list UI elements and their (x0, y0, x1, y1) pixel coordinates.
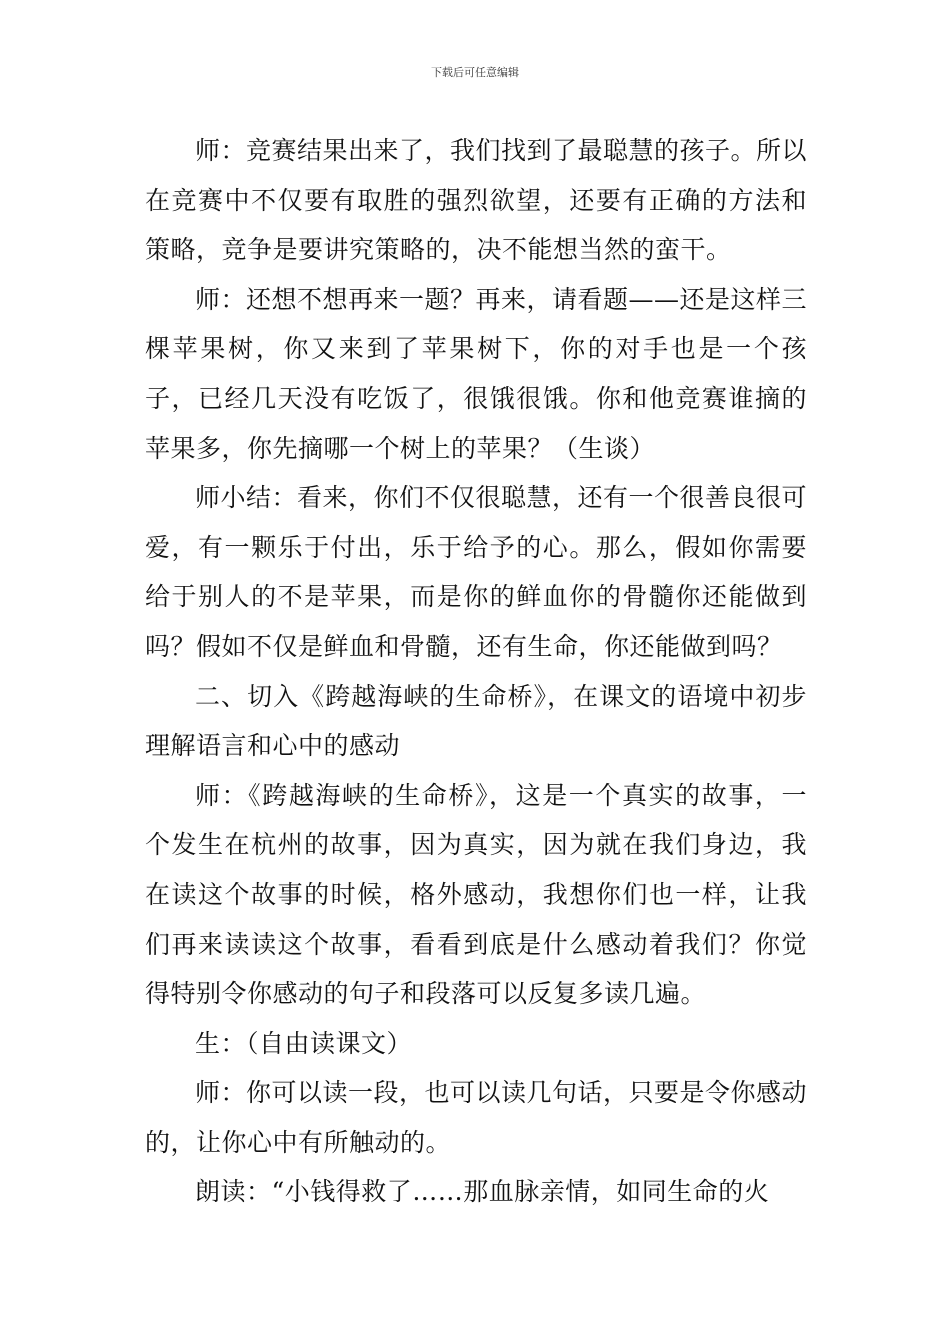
paragraph-teacher-story-intro: 师：《跨越海峡的生命桥》，这是一个真实的故事，一个发生在杭州的故事，因为真实，因为就在我们身边，我在读这个故事的时候，格外感动，我想你们也一样，让我们再来读读这个故事，看看到底是什么感动着我们？你觉得特别令你感动的句子和段落可以反复多读几遍。 (145, 780, 807, 1009)
page-header: 下载后可任意编辑 (431, 66, 519, 79)
paragraph-reading-quote: 朗读：“小钱得救了……那血脉亲情，如同生命的火 (195, 1177, 770, 1207)
paragraph-teacher-second-question: 师：还想不想再来一题？再来，请看题——还是这样三棵苹果树，你又来到了苹果树下，你的对手也是一个孩子，已经几天没有吃饭了，很饿很饿。你和他竞赛谁摘的苹果多，你先摘哪一个树上的苹果？（生谈） (145, 284, 808, 463)
paragraph-student-reading: 生：（自由读课文） (195, 1028, 413, 1058)
paragraph-teacher-summary: 师小结：看来，你们不仅很聪慧，还有一个很善良很可爱，有一颗乐于付出，乐于给予的心。那么，假如你需要给于别人的不是苹果，而是你的鲜血你的骨髓你还能做到吗？假如不仅是鲜血和骨髓，还有生命，你还能做到吗？ (145, 483, 808, 661)
paragraph-section-two-heading: 二、切入《跨越海峡的生命桥》，在课文的语境中初步理解语言和心中的感动 (145, 681, 807, 761)
paragraph-teacher-competition-result: 师：竞赛结果出来了，我们找到了最聪慧的孩子。所以在竞赛中不仅要有取胜的强烈欲望，还要有正确的方法和策略，竞争是要讲究策略的，决不能想当然的蛮干。 (145, 136, 808, 265)
paragraph-teacher-reading-prompt: 师：你可以读一段，也可以读几句话，只要是令你感动的，让你心中有所触动的。 (145, 1078, 808, 1157)
document-body (145, 126, 807, 1217)
